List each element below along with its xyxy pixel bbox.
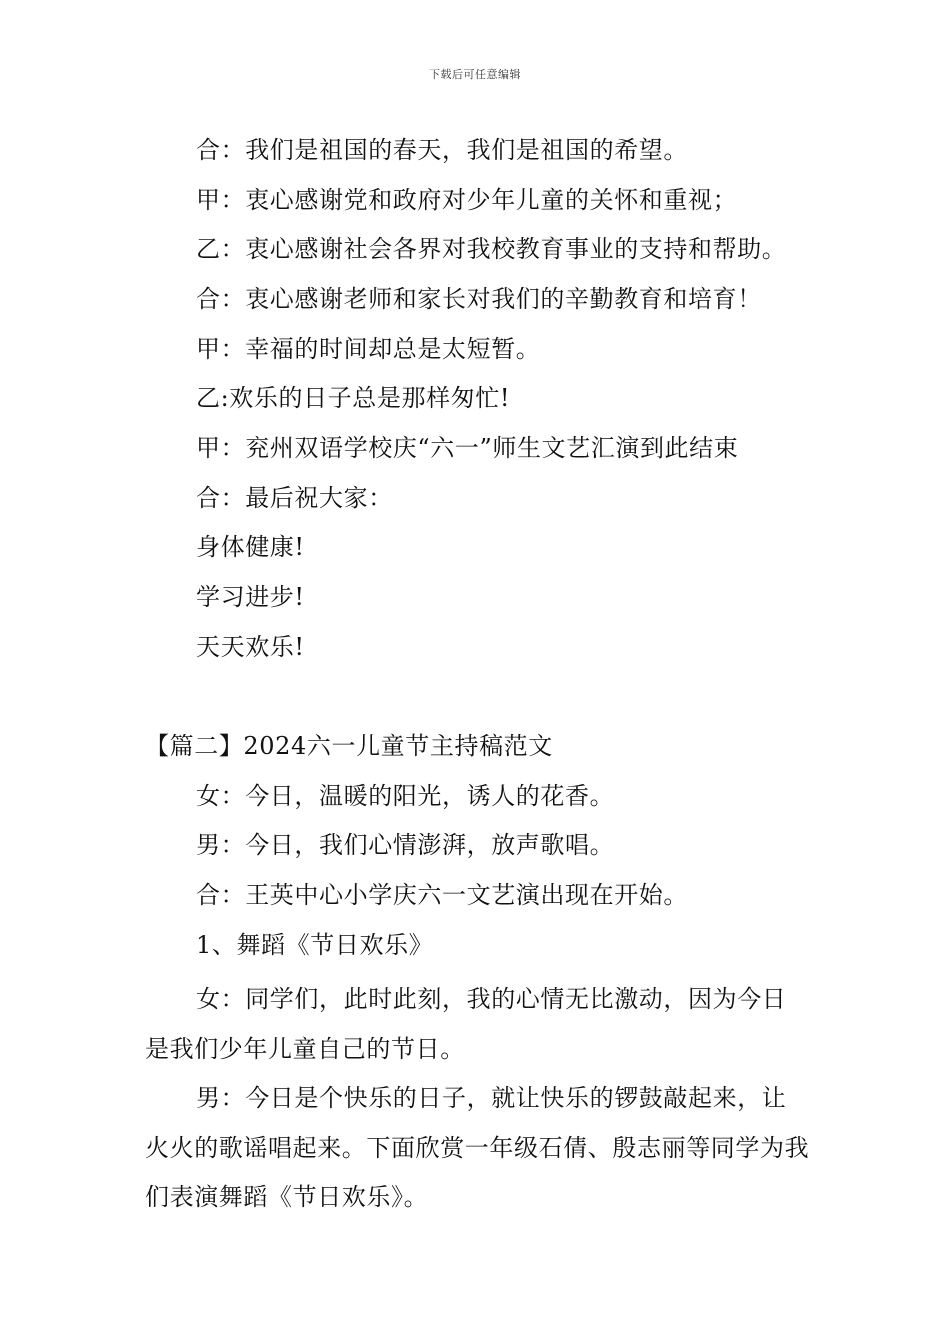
script-paragraph: 男：今日是个快乐的日子，就让快乐的锣鼓敲起来，让火火的歌谣唱起来。下面欣赏一年级石倩、殷志丽等同学为我们表演舞蹈《节日欢乐》。 (145, 1084, 810, 1211)
script-line: 乙：衷心感谢社会各界对我校教育事业的支持和帮助。 (196, 235, 787, 263)
script-line: 合：王英中心小学庆六一文艺演出现在开始。 (196, 881, 688, 909)
section-heading: 【篇二】2024六一儿童节主持稿范文 (145, 732, 553, 760)
script-line: 甲：衷心感谢党和政府对少年儿童的关怀和重视； (196, 186, 738, 214)
script-line: 合：我们是祖国的春天，我们是祖国的希望。 (196, 136, 688, 164)
script-line: 合：最后祝大家： (196, 484, 393, 512)
script-line: 合：衷心感谢老师和家长对我们的辛勤教育和培育！ (196, 285, 762, 313)
script-line: 乙:欢乐的日子总是那样匆忙! (196, 384, 511, 412)
script-line: 身体健康! (196, 533, 305, 561)
script-paragraph: 女：同学们，此时此刻，我的心情无比激动，因为今日是我们少年儿童自己的节日。 (145, 985, 787, 1063)
script-line: 天天欢乐! (196, 633, 305, 661)
script-line: 男：今日，我们心情澎湃，放声歌唱。 (196, 831, 615, 859)
program-item: 1、舞蹈《节日欢乐》 (196, 931, 434, 959)
script-line: 甲：幸福的时间却总是太短暂。 (196, 335, 541, 363)
header-note: 下载后可任意编辑 (429, 68, 521, 81)
script-line: 甲：兖州双语学校庆“六一”师生文艺汇演到此结束 (196, 434, 739, 462)
script-line: 学习进步! (196, 583, 305, 611)
script-line: 女：今日，温暖的阳光，诱人的花香。 (196, 782, 615, 810)
